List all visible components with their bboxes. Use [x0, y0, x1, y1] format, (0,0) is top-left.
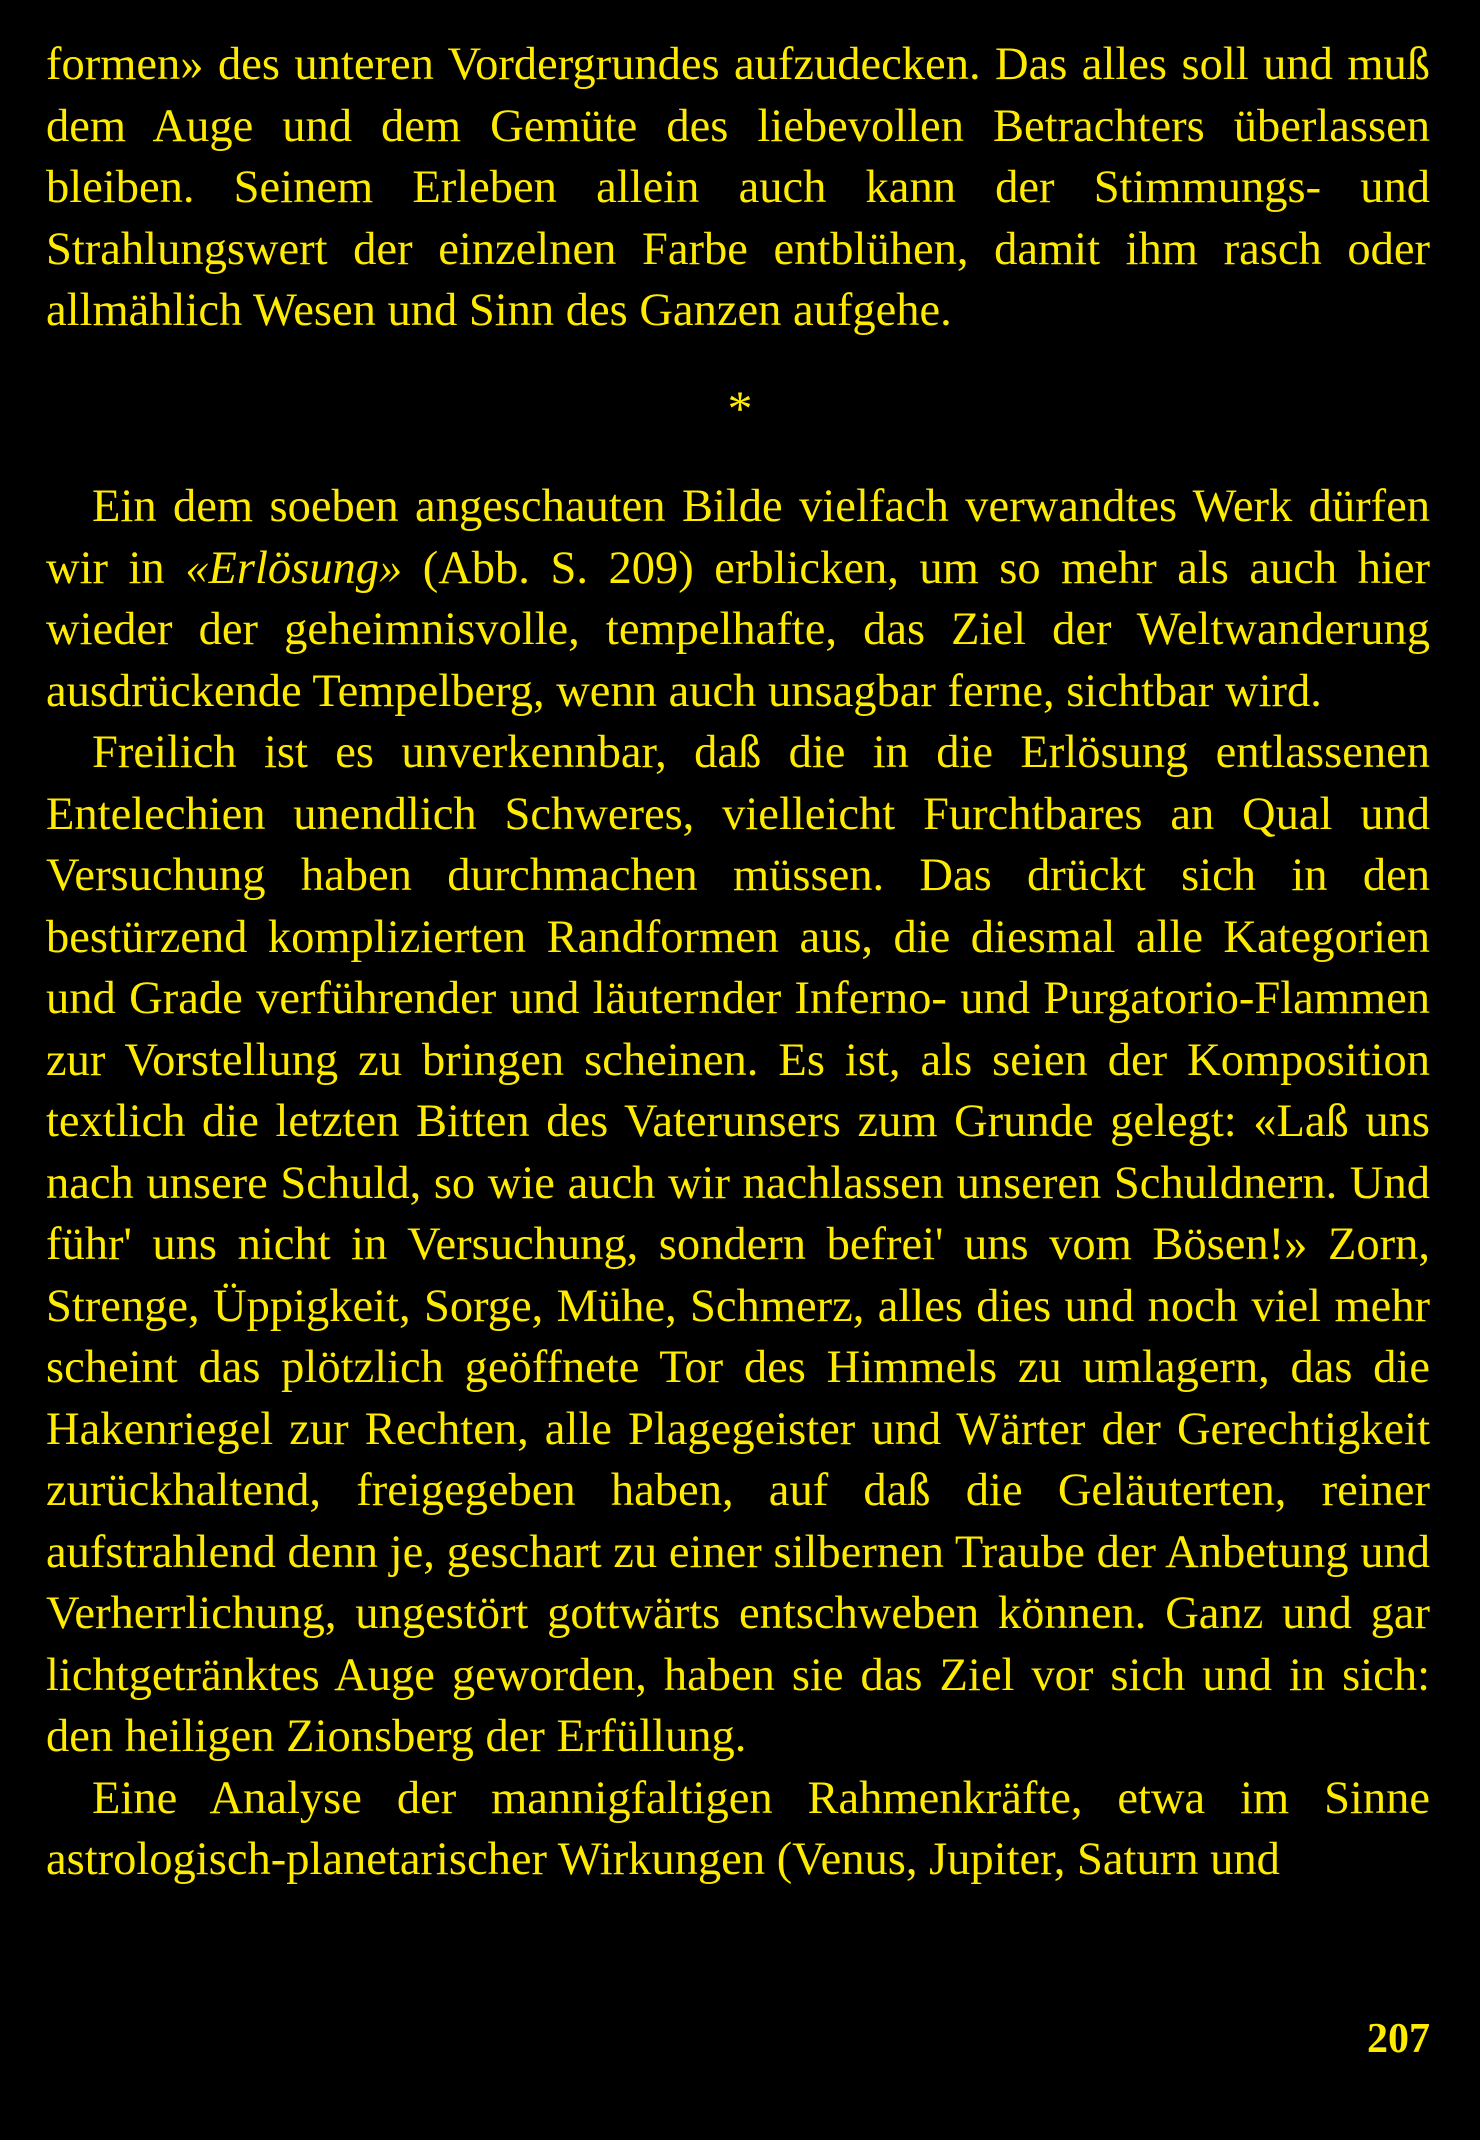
page-number: 207: [1367, 2016, 1430, 2062]
artwork-title: «Erlösung»: [185, 542, 403, 594]
paragraph-text: Ein dem soeben angeschauten Bilde vielfach verwandtes Werk dürfen wir in: [46, 481, 1430, 594]
paragraph-erloesung-intro: [46, 476, 1430, 722]
paragraph-continuation: formen» des unteren Vordergrundes aufzudecken. Das alles soll und muß dem Auge und dem Gemüte des liebevollen Betrachters überlassen bleiben. Seinem Erleben allein auch kann der Stimmungs- und Strahlungswert der einzelnen Farbe entblühen, damit ihm rasch oder allmählich Wesen und Sinn des Ganzen aufgehe.: [46, 39, 1430, 336]
section-separator-asterisk: *: [727, 380, 753, 436]
paragraph-analyse: Eine Analyse der mannigfaltigen Rahmenkräfte, etwa im Sinne astrologisch-planetarischer Wirkungen (Venus, Jupiter, Saturn und: [46, 1772, 1430, 1885]
paragraph-freilich: Freilich ist es unverkennbar, daß die in die Erlösung entlassenen Entelechien unendlich Schweres, vielleicht Furchtbares an Qual und Versuchung haben durchmachen müssen. Das drückt sich in den bestürzend komplizierten Randformen aus, die diesmal alle Kategorien und Grade verführender und läuternder Inferno- und Purgatorio-Flammen zur Vorstellung zu bringen scheinen. Es ist, als seien der Komposition textlich die letzten Bitten des Vaterunsers zum Grunde gelegt: «Laß uns nach unsere Schuld, so wie auch wir nachlassen unseren Schuldnern. Und führ' uns nicht in Versuchung, sondern befrei' uns vom Bösen!» Zorn, Strenge, Üppigkeit, Sorge, Mühe, Schmerz, alles dies und noch viel mehr scheint das plötzlich geöffnete Tor des Himmels zu umlagern, das die Hakenriegel zur Rechten, alle Plagegeister und Wärter der Gerechtigkeit zurückhaltend, freigegeben haben, auf daß die Geläuterten, reiner aufstrahlend denn je, geschart zu einer silbernen Traube der Anbetung und Verherrlichung, ungestört gottwärts entschweben können. Ganz und gar lichtgetränktes Auge geworden, haben sie das Ziel vor sich und in sich: den heiligen Zionsberg der Erfüllung.: [46, 727, 1430, 1762]
paragraph-text: (Abb. S. 209) erblicken, um so mehr als auch hier wieder der geheimnisvolle, tempelhafte, das Ziel der Weltwanderung ausdrückende Tempelberg, wenn auch unsagbar ferne, sichtbar wird.: [46, 542, 1430, 717]
text-block-main: [46, 476, 1430, 1891]
text-block-top: [46, 34, 1430, 342]
